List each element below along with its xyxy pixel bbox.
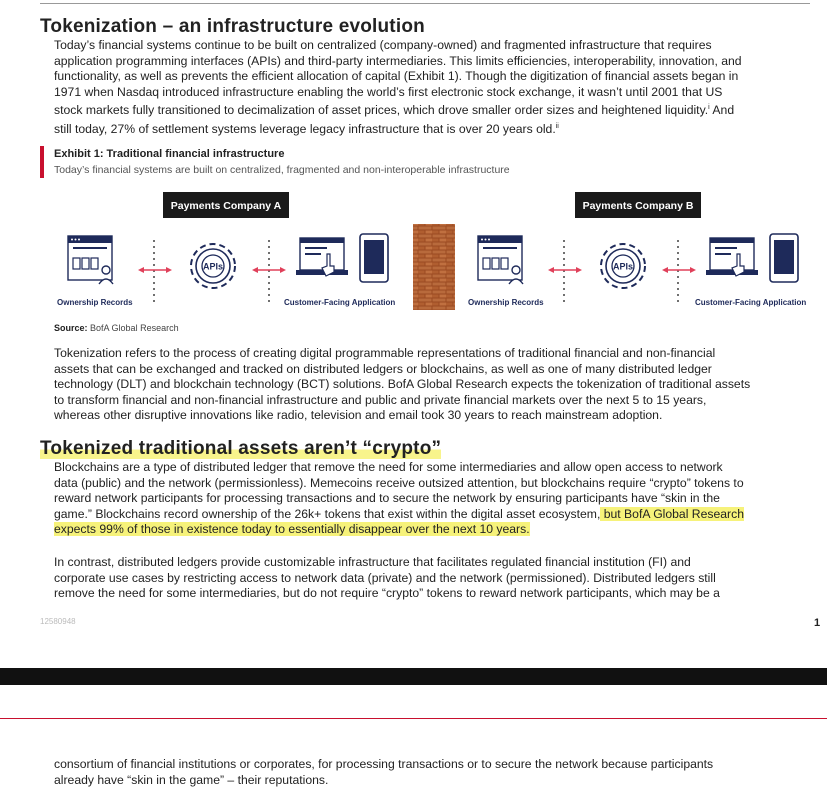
ownership-records-label: Ownership Records bbox=[57, 298, 133, 307]
intro-line: still today, 27% of settlement systems leverage legacy infrastructure that is over 20 years old.$^{ii}$ bbox=[54, 122, 559, 137]
ownership-records-icon bbox=[478, 236, 523, 284]
section-title-tokenization: Tokenization – an infrastructure evolution bbox=[40, 16, 425, 37]
company-b-label: Payments Company B bbox=[582, 200, 694, 212]
paragraph-line: consortium of financial institutions or corporates, for processing transactions or to secure the network because participants bbox=[54, 757, 714, 771]
document-id: 12580948 bbox=[40, 617, 76, 626]
customer-application-label: Customer-Facing Application bbox=[695, 298, 807, 307]
paragraph-line: remove the need for some intermediaries, but do not require “crypto” tokens to reward network participants, which may be a bbox=[54, 586, 720, 601]
ownership-records-icon bbox=[68, 236, 113, 284]
customer-application-label: Customer-Facing Application bbox=[284, 298, 396, 307]
tokenization-paragraph bbox=[54, 346, 809, 424]
infrastructure-diagram: APIs Payments Company A Payments Company B Ownership Records Customer-Facing Application Ownership Records Customer-Facing Application bbox=[40, 186, 827, 316]
page-number: 1 bbox=[814, 617, 821, 629]
paragraph-line: to transform financial and non-financial infrastructure and public and private financial markets over the next 5 to 15 years, bbox=[54, 392, 707, 407]
customer-application-icon bbox=[296, 234, 388, 282]
paragraph-line: Tokenization refers to the process of creating digital programmable representations of traditional financial and non-financial bbox=[54, 346, 716, 360]
exhibit-source: Source: BofA Global Research bbox=[54, 323, 179, 333]
distributed-ledger-paragraph bbox=[54, 555, 809, 602]
ownership-records-label: Ownership Records bbox=[468, 298, 544, 307]
intro-line: stock markets fully transitioned to decimalization of asset prices, which drove smaller order sizes and heightened liquidity.$^i$ And bbox=[54, 103, 735, 118]
exhibit-title: Exhibit 1: Traditional financial infrastructure bbox=[54, 148, 285, 160]
brick-wall-icon bbox=[413, 224, 455, 310]
next-page-paragraph bbox=[54, 757, 809, 788]
customer-application-icon bbox=[706, 234, 798, 282]
company-a-label: Payments Company A bbox=[170, 200, 282, 212]
paragraph-line: data (public) and the network (permissionless). Memecoins receive outsized attention, but blockchains require “crypto” tokens to bbox=[54, 475, 744, 490]
paragraph-line: Blockchains are a type of distributed ledger that remove the need for some intermediaries and allow open access to network bbox=[54, 460, 723, 474]
paragraph-line: whereas other disruptive innovations like radio, television and email took 30 years to reach mainstream adoption. bbox=[54, 408, 663, 423]
top-rule bbox=[40, 3, 810, 4]
paragraph-line: reward network participants for processing transactions and to secure the network by ensuring participants have “skin in the bbox=[54, 491, 720, 506]
intro-line: functionality, as well as prevents the efficient allocation of capital (Exhibit 1). Though the digitization of financial assets began in bbox=[54, 69, 739, 84]
highlighted-text: expects 99% of those in existence today to essentially disappear over the next 10 years. bbox=[54, 522, 530, 537]
paragraph-line bbox=[54, 522, 809, 538]
exhibit-accent-bar bbox=[40, 146, 44, 178]
paragraph-line: already have “skin in the game” – their reputations. bbox=[54, 772, 329, 787]
apis-gear-icon bbox=[601, 244, 645, 288]
blockchain-paragraph bbox=[54, 460, 809, 538]
paragraph-line: In contrast, distributed ledgers provide customizable infrastructure that facilitates regulated financial institution (FI) and bbox=[54, 555, 691, 569]
header-red-rule bbox=[0, 718, 827, 719]
paragraph-line: game.” Blockchains record ownership of the 26k+ tokens that exist within the digital asset ecosystem, but BofA Global Research bbox=[54, 506, 744, 521]
intro-line: Today’s financial systems continue to be built on centralized (company-owned) and fragmented infrastructure that requires bbox=[54, 38, 712, 52]
page-break-bar bbox=[0, 668, 827, 685]
footnote-i[interactable]: i bbox=[708, 104, 710, 112]
apis-gear-icon bbox=[191, 244, 235, 288]
intro-paragraph bbox=[54, 38, 809, 138]
intro-line: 1971 when Nasdaq introduced infrastructure enabling the world’s first electronic stock exchange, it wasn’t until 2001 that US bbox=[54, 84, 723, 99]
paragraph-line: technology (DLT) and blockchain technology (BCT) solutions. BofA Global Research expects the tokenization of traditional assets bbox=[54, 377, 751, 392]
highlighted-text: but BofA Global Research bbox=[600, 506, 744, 521]
exhibit-subtitle: Today’s financial systems are built on centralized, fragmented and non-interoperable infrastructure bbox=[54, 164, 510, 176]
paragraph-line: corporate use cases by restricting access to network data (private) and the network (permissioned). Distributed ledgers still bbox=[54, 570, 716, 585]
footnote-ii[interactable]: ii bbox=[555, 123, 559, 131]
paragraph-line: assets that can be exchanged and tracked on distributed ledgers or blockchains, as well as one of many distributed ledger bbox=[54, 361, 712, 376]
section-title-crypto: Tokenized traditional assets aren’t “crypto” bbox=[40, 438, 442, 459]
intro-line: application programming interfaces (APIs) and third-party intermediaries. This limits efficiencies, interoperability, innovation, and bbox=[54, 53, 742, 68]
